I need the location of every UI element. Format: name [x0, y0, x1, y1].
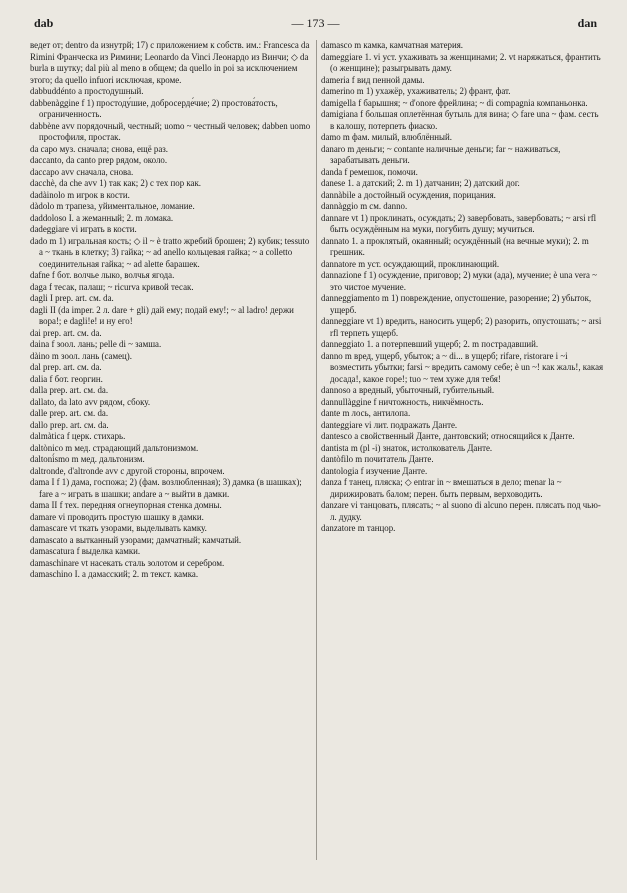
dictionary-entry: damascato а вытканный узорами; дамчатный; камчатый.: [30, 534, 242, 545]
dictionary-entry: dacchè, da che avv 1) так как; 2) с тех пор как.: [30, 178, 202, 188]
dictionary-entry: dabbène avv порядочный, честный; uomo ~ честный человек; dabben uomo простофиля, простак.: [30, 120, 311, 142]
dictionary-entry: dallato, da lato avv рядом, сбоку.: [30, 396, 151, 407]
dictionary-entry: dannato 1. а проклятый, окаянный; осуждённый (на вечные муки); 2. m грешник.: [321, 235, 589, 257]
dictionary-entry: danzare vi танцовать, плясать; ~ al suono di alcuno перен. плясать под чью-л. дудку.: [321, 500, 601, 522]
dictionary-entry: dai prep. art. см. da.: [30, 327, 102, 338]
dictionary-entry: damascatura f выделка камки.: [30, 546, 141, 556]
dictionary-entry: dagli II (da imper. 2 л. dare + gli) дай ему; подай ему!; ~ al ladro! держи вора!; e dagli!e! и ну его!: [30, 304, 294, 326]
dictionary-entry: dafne f бот. волчье лыко, волчья ягода.: [30, 270, 175, 280]
dictionary-entry: dameggiare 1. vi уст. ухаживать за женщинами; 2. vt наряжаться, франтить (о женщине); разыгрывать даму.: [321, 51, 601, 73]
dictionary-entry: danneggiato 1. а потерпевший ущерб; 2. m пострадавший.: [321, 339, 539, 349]
dictionary-entry: danda f ремешок, помочи.: [321, 166, 418, 177]
left-column: [30, 40, 313, 581]
dictionary-entry: danneggiamento m 1) повреждение, опустошение, разорение; 2) убыток, ущерб.: [321, 293, 592, 315]
dictionary-entry: damigiana f большая оплетённая бутыль для вина; ◇ fare una ~ фам. сесть в калошу, потерпеть фиаско.: [321, 109, 599, 131]
dictionary-entry: dannoso а вредный, убыточный, губительный.: [321, 385, 495, 395]
dictionary-entry: dameria f вид пенной дамы.: [321, 74, 425, 85]
header-left-guideword: dab: [34, 16, 54, 30]
column-divider: [316, 40, 317, 860]
dictionary-entry: dantista m (pl -i) знаток, истолкователь Данте.: [321, 442, 493, 453]
dictionary-entry: dannazione f 1) осуждение, приговор; 2) муки (ада), мучение; è una vera ~ это чистое мучение.: [321, 270, 597, 292]
dictionary-entry: dàino m зоол. лань (самец).: [30, 350, 132, 361]
dictionary-entry: daddoloso I. а жеманный; 2. m ломака.: [30, 212, 174, 223]
dictionary-entry: dantesco а свойственный Данте, дантовский; относящийся к Данте.: [321, 431, 575, 441]
dictionary-entry: dantologia f изучение Данте.: [321, 465, 428, 476]
dictionary-entry: danno m вред, ущерб, убыток; a ~ di... в ущерб; rifare, ristorare i ~i возместить убытки; farsi ~ вредить самому себе; è un ~! как жаль!, какая досада!, какое горе!; tuo ~ тем хуже для тебя!: [321, 350, 604, 384]
dictionary-entry: dabbuddénto а простодушный.: [30, 86, 144, 96]
dictionary-entry: danza f танец, пляска; ◇ entrar in ~ вмешаться в дело; menar la ~ дирижировать балом; перен. быть первым, верховодить.: [321, 477, 562, 499]
dictionary-entry: dado m 1) игральная кость; ◇ il ~ è tratto жребий брошен; 2) кубик; tessuto a ~ ткань в клетку; 3) гайка; ~ ad anello кольцевая гайка; ~ a colletto соединительная гайка; ~ ad alette барашек.: [30, 235, 310, 269]
dictionary-entry: damerino m 1) ухажёр, ухаживатель; 2) франт, фат.: [321, 86, 511, 96]
dictionary-entry: dadàinolo m игрок в кости.: [30, 189, 130, 200]
dictionary-entry: dalla prep. art. см. da.: [30, 385, 109, 395]
dictionary-entry: danaro m деньги; ~ contante наличные деньги; far ~ наживаться, зарабатывать деньги.: [321, 143, 561, 165]
dictionary-entry: danneggiare vt 1) вредить, наносить ущерб; 2) разорить, опустошать; ~ arsi rfl терпеть ущерб.: [321, 316, 602, 338]
page-header: [34, 16, 597, 32]
dictionary-entry: ведет от; dentro da изнутрй; 17) с приложением к собств. им.: Francesca da Rimini Франческа из Римини; Leonardo da Vinci Леонардо из Винчи; ◇ da burla в шутку; dal più al meno в общем; da quello in poi за исключением этого; da quello infuori исключая, кроме.: [30, 40, 310, 85]
dictionary-entry: dama I f 1) дама, госпожа; 2) (фам. возлюбленная); 3) дамка (в шашках); fare a ~ играть в шашки; andare a ~ выйти в дамки.: [30, 477, 302, 499]
dictionary-entry: daltonì́smo m мед. дальтонизм.: [30, 454, 145, 464]
dictionary-entry: dannare vt 1) проклинать, осуждать; 2) завербовать, завербовать; ~ arsi rfl быть осуждённым на муки, погубить душу; мучиться.: [321, 212, 597, 234]
dictionary-entry: dalia f бот. георгин.: [30, 373, 103, 384]
dictionary-entry: dannàbile а достойный осуждения, порицания.: [321, 189, 496, 200]
dictionary-entry: da capo муз. сначала; снова, ещё раз.: [30, 143, 168, 154]
dictionary-entry: dannullàggine f ничтожность, никчёмность.: [321, 396, 484, 407]
dictionary-entry: dadeggiare vi играть в кости.: [30, 224, 137, 234]
dictionary-entry: damaschino I. а дамасский; 2. m текст. камка.: [30, 569, 199, 579]
dictionary-entry: danese 1. а датский; 2. m 1) датчанин; 2) датский дог.: [321, 178, 520, 188]
dictionary-entry: dante m лось, антилопа.: [321, 408, 411, 418]
dictionary-entry: damascare vt ткать узорами, выделывать камку.: [30, 523, 207, 533]
dictionary-entry: dalmàtica f церк. стихарь.: [30, 431, 126, 441]
right-column: [321, 40, 604, 535]
dictionary-entry: dal prep. art. см. da.: [30, 362, 102, 372]
dictionary-entry: danteggiare vi лит. подражать Данте.: [321, 419, 458, 430]
dictionary-entry: damo m фам. милый, влюблённый.: [321, 132, 452, 142]
dictionary-entry: daltònico m мед. страдающий дальтонизмом.: [30, 442, 199, 453]
dictionary-entry: dallo prep. art. см. da.: [30, 419, 109, 430]
dictionary-entry: dagli I prep. art. см. da.: [30, 293, 114, 303]
dictionary-entry: daga f тесак, палаш; ~ ricurva кривой тесак.: [30, 281, 194, 292]
dictionary-entry: dabbenàggine f 1) простоду́шие, добросерде́чие; 2) простова́тость, ограниченность.: [30, 97, 278, 119]
header-right-guideword: dan: [577, 16, 597, 30]
dictionary-entry: dalle prep. art. см. da.: [30, 408, 109, 418]
dictionary-entry: danzatore m танцор.: [321, 523, 396, 533]
dictionary-entry: daina f зоол. лань; pelle di ~ замша.: [30, 339, 162, 349]
dictionary-entry: dannatore m уст. осуждающий, проклинающий.: [321, 258, 500, 269]
dictionary-entry: damigella f барышня; ~ d'onore фрейлина; ~ di compagnia компаньонка.: [321, 97, 588, 108]
dictionary-entry: damasco m камка, камчатная материя.: [321, 40, 464, 50]
dictionary-entry: dantòfilo m почитатель Данте.: [321, 454, 434, 464]
dictionary-entry: damare vi проводить простую шашку в дамки.: [30, 511, 204, 522]
dictionary-entry: dannàggio m см. danno.: [321, 201, 408, 211]
dictionary-entry: daccapo avv сначала, снова.: [30, 166, 134, 177]
dictionary-entry: daccanto, da canto prep рядом, около.: [30, 155, 168, 165]
dictionary-entry: dàdolo m трапеза, уйиментальное, ломание.: [30, 201, 195, 211]
dictionary-entry: dama II f тех. передняя огнеупорная стенка домны.: [30, 500, 222, 510]
dictionary-entry: daltronde, d'altronde avv с другой стороны, впрочем.: [30, 465, 225, 476]
dictionary-entry: damaschinare vt насекать сталь золотом и серебром.: [30, 557, 225, 568]
page-number: — 173 —: [291, 16, 340, 30]
